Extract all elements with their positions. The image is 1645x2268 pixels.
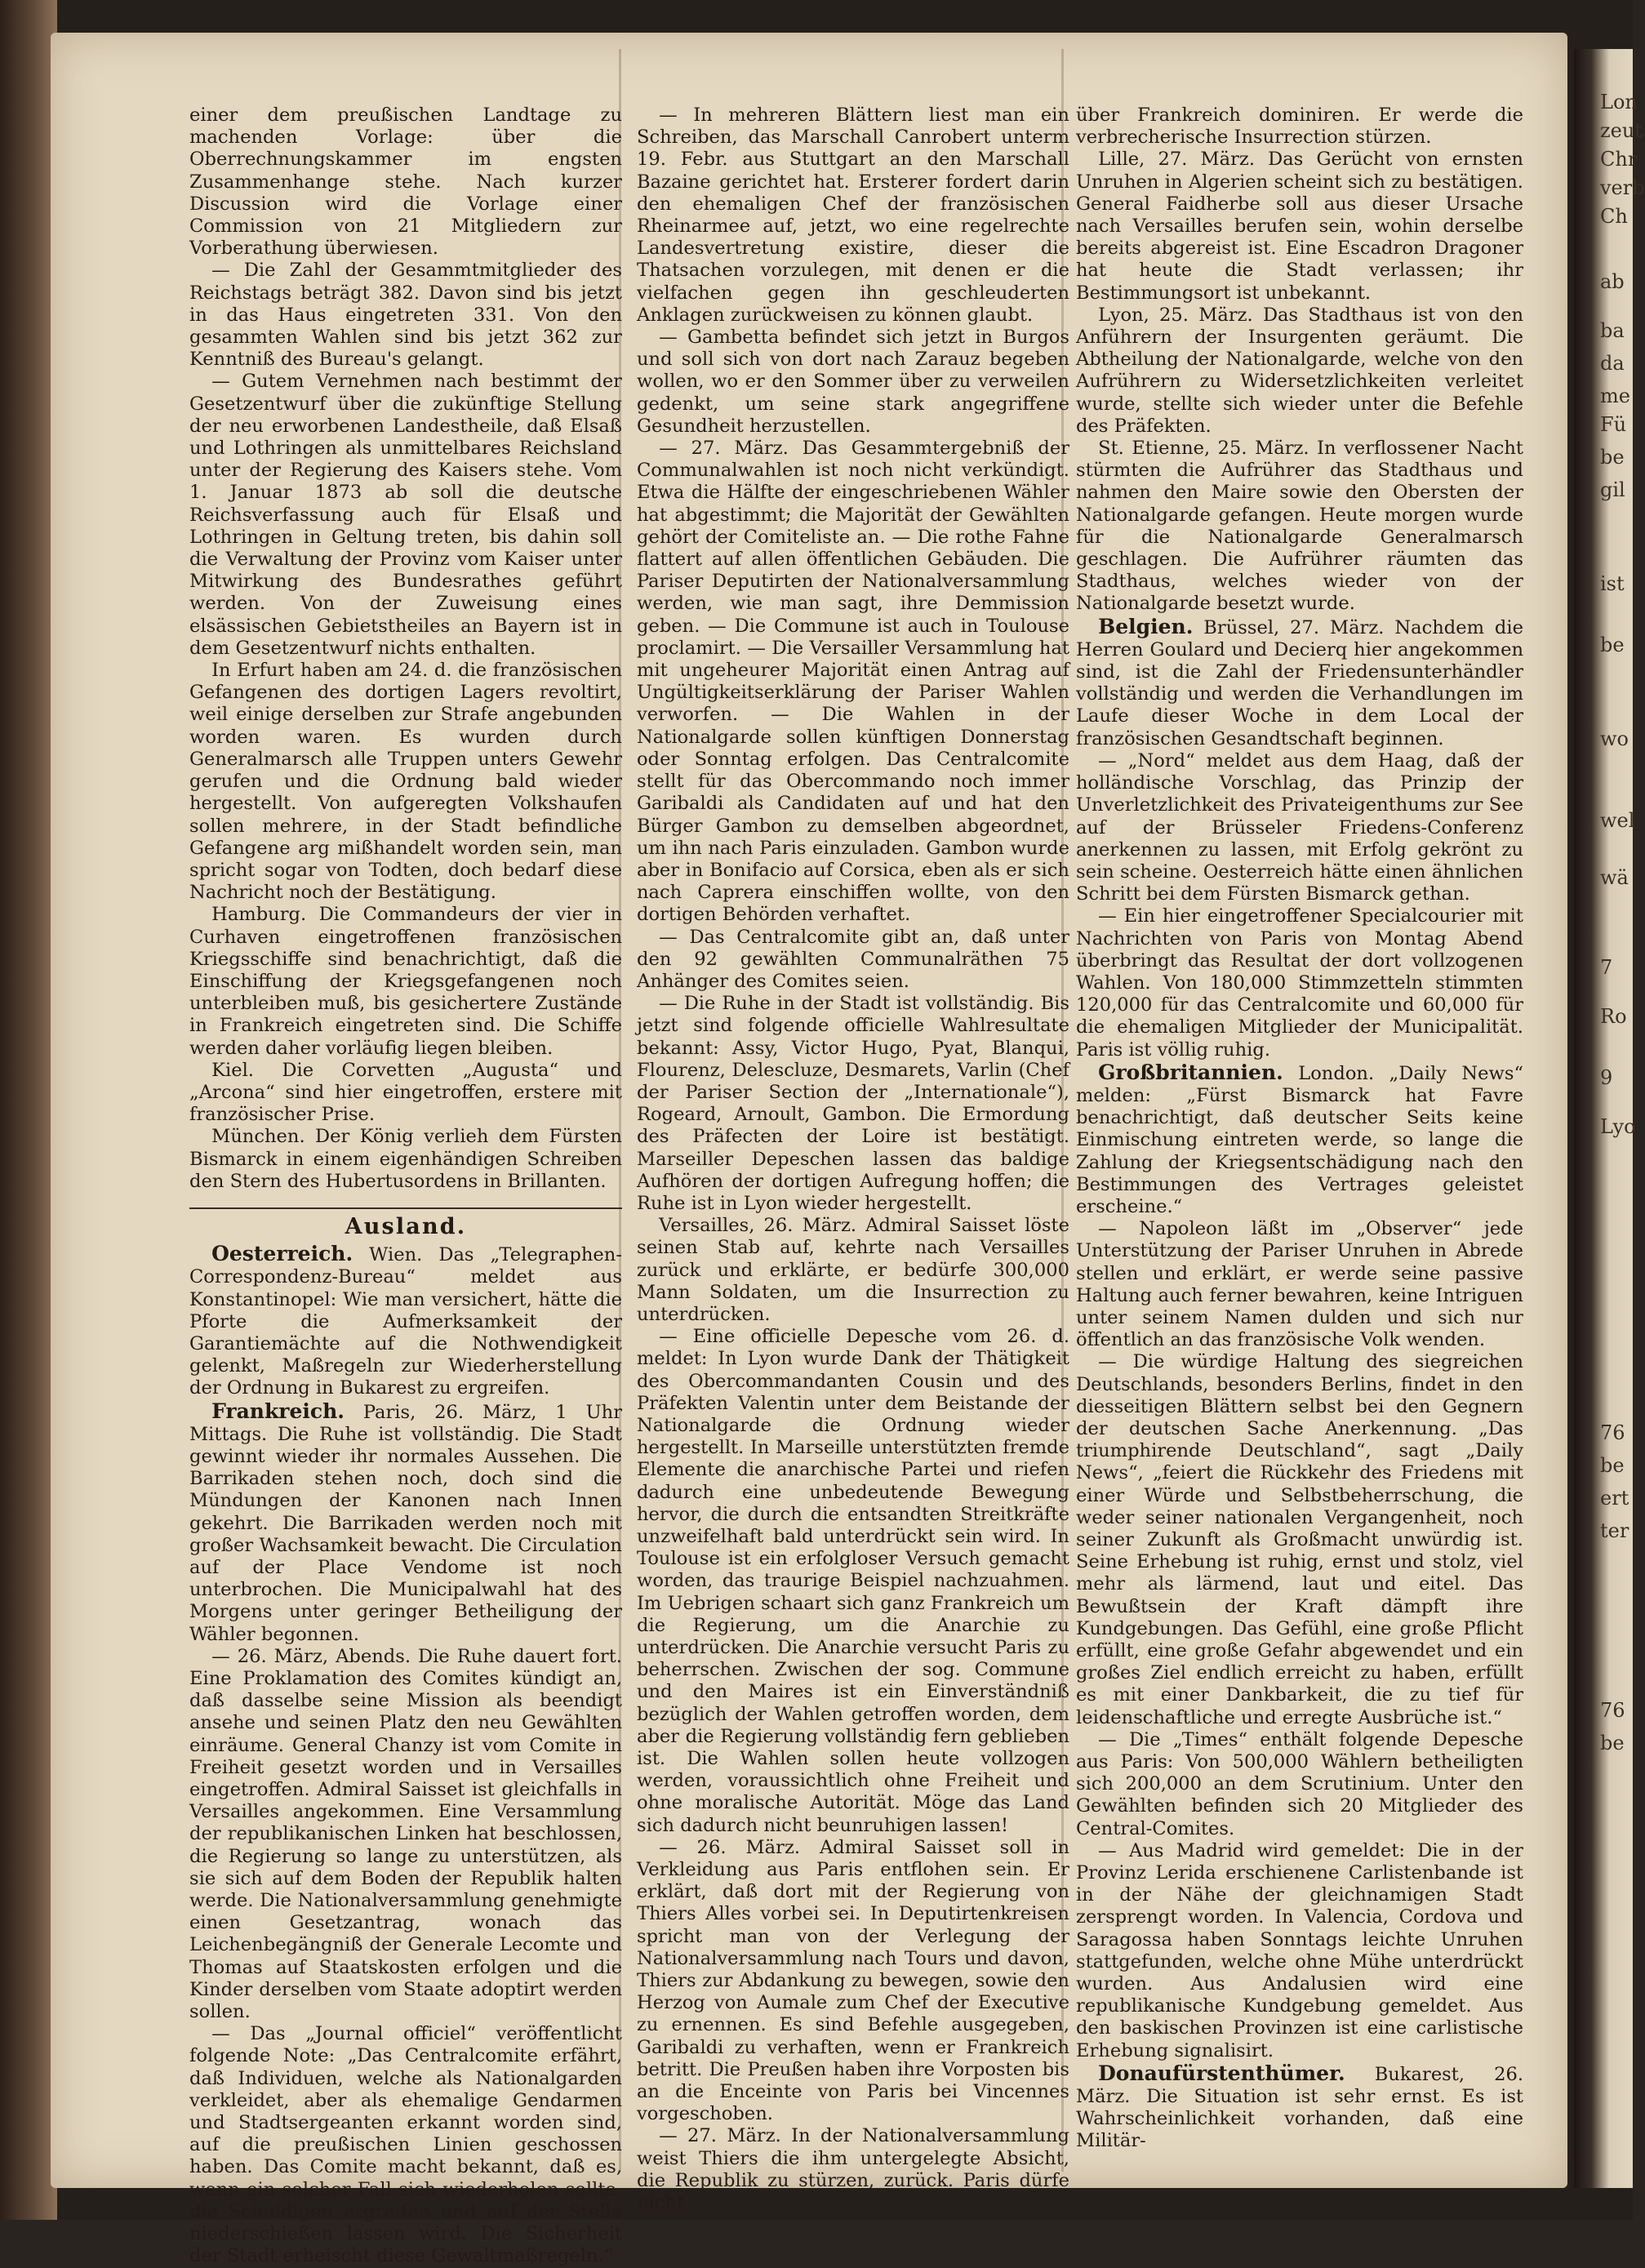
edge-fragment: gil (1600, 478, 1625, 501)
edge-fragment: Ro (1600, 1005, 1627, 1028)
edge-fragment: wel (1600, 809, 1635, 832)
column-3 (1076, 105, 1523, 2153)
next-page-edge (1574, 49, 1645, 2188)
edge-fragment: ist (1600, 572, 1625, 595)
paragraph-text: Wien. Das „Telegraphen-Correspondenz-Bureau“ meldet aus Konstantinopel: Wie man versichert, hätte die Pforte die Aufmerksamkeit der Garantiemächte auf die Nothwendigkeit gelenkt, Maßregeln zur Wiederherstellung der Ordnung in Bukarest zu ergreifen. (189, 1244, 622, 1399)
paragraph: — Das Centralcomite gibt an, daß unter den 92 gewählten Communalräthen 75 Anhänger des Comites seien. (637, 926, 1069, 992)
paragraph (1076, 616, 1523, 750)
paragraph: Kiel. Die Corvetten „Augusta“ und „Arcona“ sind hier eingetroffen, erstere mit französischer Prise. (189, 1059, 622, 1126)
edge-fragment: me (1600, 385, 1630, 407)
country-heading: Oesterreich. (211, 1242, 353, 1266)
book-spine (0, 0, 57, 2220)
edge-fragment: ert (1600, 1487, 1629, 1510)
column-2 (637, 105, 1069, 2214)
paragraph: über Frankreich dominiren. Er werde die verbrecherische Insurrection stürzen. (1076, 105, 1523, 149)
edge-fragment: Fü (1600, 413, 1627, 436)
edge-fragment: ab (1600, 270, 1625, 293)
paragraph: — Die „Times“ enthält folgende Depesche aus Paris: Von 500,000 Wählern betheiligten sich 200,000 an dem Scrutinium. Unter den Gewählten befinden sich 20 Mitglieder des Central-Comites. (1076, 1728, 1523, 1839)
edge-fragment: 76 (1600, 1699, 1625, 1722)
edge-fragment: ter (1600, 1519, 1629, 1542)
paragraph: — Gutem Vernehmen nach bestimmt der Gesetzentwurf über die zukünftige Stellung der neu erworbenen Landestheile, daß Elsaß und Lothringen als unmittelbares Reichsland unter der Regierung des Kaisers stehe. Vom 1. Januar 1873 ab soll die deutsche Reichsverfassung auch für Elsaß und Lothringen in Geltung treten, bis dahin soll die Verwaltung der Provinz vom Kaiser unter Mitwirkung des Bundesrathes geführt werden. Von der Zuweisung eines elsässischen Gebietstheiles an Bayern ist in dem Gesetzentwurf nichts enthalten. (189, 371, 622, 659)
country-heading: Belgien. (1098, 614, 1194, 638)
country-heading: Frankreich. (211, 1399, 345, 1423)
paragraph-text: London. „Daily News“ melden: „Fürst Bismarck hat Favre benachrichtigt, daß deutscher Seits keine Einmischung eintreten werde, so lange die Zahlung der Kriegsentschädigung nach den Bestimmungen des Vertrages geleistet erscheine.“ (1076, 1062, 1523, 1217)
paragraph: — 26. März. Admiral Saisset soll in Verkleidung aus Paris entflohen sein. Er erklärt, daß dort mit der Regierung von Thiers Alles vorbei sei. In Deputirtenkreisen spricht man von der Verlegung der Nationalversammlung nach Tours und davon, Thiers zur Abdankung zu bewegen, sowie den Herzog von Aumale zum Chef der Executive zu ernennen. Es sind Befehle ausgegeben, Garibaldi zu verhaften, wenn er Frankreich betritt. Die Preußen haben ihre Vorposten bis an die Enceinte von Paris bei Vincennes vorgeschoben. (637, 1836, 1069, 2125)
paragraph (189, 1243, 622, 1399)
paragraph (1076, 1061, 1523, 1218)
paragraph: — Ein hier eingetroffener Specialcourier mit Nachrichten von Paris von Montag Abend überbringt das Resultat der dort vollzogenen Wahlen. Von 180,000 Stimmzetteln stimmten 120,000 für das Centralcomite und 60,000 für die ehemaligen Mitglieder der Municipalität. Paris ist völlig ruhig. (1076, 905, 1523, 1061)
paragraph: — Die würdige Haltung des siegreichen Deutschlands, besonders Berlins, findet in den diesseitigen Blättern selbst bei den Gegnern der deutschen Sache Anerkennung. „Das triumphirende Deutschland“, sagt „Daily News“, „feiert die Rückkehr des Friedens mit einer Würde und Selbstbeherrschung, die weder seiner nationalen Vergangenheit, noch seiner Zukunft als Großmacht unwürdig ist. Seine Erhebung ist ruhig, ernst und stolz, viel mehr als lärmend, laut und eitel. Das Bewußtsein der Kraft dämpft ihre Kundgebungen. Das Gefühl, eine große Pflicht erfüllt, eine große Gefahr abgewendet und ein großes Ziel endlich erreicht zu haben, erfüllt es mit einer Dankbarkeit, die zu tief für leidenschaftliche und erregte Ausbrüche ist.“ (1076, 1351, 1523, 1728)
paragraph: Versailles, 26. März. Admiral Saisset löste seinen Stab auf, kehrte nach Versailles zurück und erklärte, er bedürfe 300,000 Mann Soldaten, um die Insurrection zu unterdrücken. (637, 1215, 1069, 1325)
paragraph: — Das „Journal officiel“ veröffentlicht folgende Note: „Das Centralcomite erfährt, daß Individuen, welche als Nationalgarden verkleidet, aber als ehemalige Gendarmen und Stadtsergeanten erkannt worden sind, auf die preußischen Linien geschossen haben. Das Comite macht bekannt, daß es, wenn ein solcher Fall sich wiederholen sollte, die Schuldigen ergreifen und auf der Stelle niederschießen lassen wird. Die Sicherheit der Stadt erheischt diese Gewaltmaßregeln.“ (189, 2023, 622, 2267)
edge-fragment: ba (1600, 319, 1625, 342)
paragraph: Lille, 27. März. Das Gerücht von ernsten Unruhen in Algerien scheint sich zu bestätigen. General Faidherbe soll aus dieser Ursache nach Versailles berufen sein, wohin derselbe bereits abgereist ist. Eine Escadron Dragoner hat heute die Stadt verlassen; ihr Bestimmungsort ist unbekannt. (1076, 149, 1523, 304)
edge-fragment: 9 (1600, 1066, 1613, 1089)
paragraph: — „Nord“ meldet aus dem Haag, daß der holländische Vorschlag, das Prinzip der Unverletzlichkeit des Privateigenthums zur See auf der Brüsseler Friedens-Conferenz anerkennen zu lassen, mit Erfolg gekrönt zu sein scheine. Oesterreich hätte einen ähnlichen Schritt bei dem Fürsten Bismarck gethan. (1076, 749, 1523, 905)
paragraph: — In mehreren Blättern liest man ein Schreiben, das Marschall Canrobert unterm 19. Febr. aus Stuttgart an den Marschall Bazaine gerichtet hat. Ersterer fordert darin den ehemaligen Chef der französischen Rheinarmee auf, jetzt, wo eine regelrechte Landesvertretung existire, dieser die Thatsachen vorzulegen, mit denen er die vielfachen gegen ihn geschleuderten Anklagen zurückweisen zu können glaubt. (637, 105, 1069, 326)
edge-fragment: Lyo (1600, 1115, 1636, 1138)
edge-fragment: verb (1600, 176, 1645, 199)
paragraph: — 26. März, Abends. Die Ruhe dauert fort. Eine Proklamation des Comites kündigt an, daß dasselbe seine Mission als beendigt ansehe und seinen Platz den neu Gewählten einräume. General Chanzy ist vom Comite in Freiheit gesetzt worden und in Versailles eingetroffen. Admiral Saisset ist gleichfalls in Versailles angekommen. Eine Versammlung der republikanischen Linken hat beschlossen, die Regierung so lange zu unterstützen, als sie sich auf dem Boden der Republik halten werde. Die Nationalversammlung genehmigte einen Gesetzantrag, wonach das Leichenbegängniß der Generale Lecomte und Thomas auf Staatskosten erfolgen und die Kinder derselben vom Staate adoptirt werden sollen. (189, 1645, 622, 2023)
section-heading: Ausland. (189, 1207, 622, 1238)
edge-fragment: Ch (1600, 205, 1628, 228)
paragraph: einer dem preußischen Landtage zu machenden Vorlage: über die Oberrechnungskammer im engsten Zusammenhange stehe. Nach kurzer Discussion wird die Vorlage einer Commission von 21 Mitgliedern zur Vorberathung überwiesen. (189, 105, 622, 260)
edge-fragment: be (1600, 1454, 1625, 1477)
paragraph: Lyon, 25. März. Das Stadthaus ist von den Anführern der Insurgenten geräumt. Die Abtheilung der Nationalgarde, welche von den Aufrührern zu Widersetzlichkeiten verleitet wurde, stellte sich wieder unter die Befehle des Präfekten. (1076, 304, 1523, 437)
edge-fragment: wä (1600, 866, 1629, 889)
paragraph: Hamburg. Die Commandeurs der vier in Curhaven eingetroffenen französischen Kriegsschiffe sind benachrichtigt, daß die Einschiffung der Kriegsgefangenen noch unterbleiben muß, bis gesichertere Zustände in Frankreich eingetreten sind. Die Schiffe werden daher vorläufig liegen bleiben. (189, 904, 622, 1059)
paragraph: St. Etienne, 25. März. In verflossener Nacht stürmten die Aufrührer das Stadthaus und nahmen den Maire sowie den Obersten der Nationalgarde gefangen. Heute morgen wurde für die Nationalgarde Generalmarsch geschlagen. Die Aufrührer räumten das Stadthaus, welches wieder von der Nationalgarde besetzt wurde. (1076, 438, 1523, 615)
paragraph (189, 1400, 622, 1646)
edge-fragment: 7 (1600, 956, 1613, 979)
paragraph-text: Paris, 26. März, 1 Uhr Mittags. Die Ruhe ist vollständig. Die Stadt gewinnt wieder ihr normales Aussehen. Die Barrikaden stehen noch, doch sind die Mündungen der Kanonen nach Innen gekehrt. Die Barrikaden werden noch mit großer Wachsamkeit bewacht. Die Circulation auf der Place Vendome ist noch unterbrochen. Die Municipalwahl hat des Morgens unter geringer Betheiligung der Wähler begonnen. (189, 1401, 622, 1645)
edge-fragment: da (1600, 352, 1625, 375)
edge-fragment: be (1600, 446, 1625, 469)
paragraph: — 27. März. In der Nationalversammlung weist Thiers die ihm untergelegte Absicht, die Republik zu stürzen, zurück. Paris dürfe nicht (637, 2125, 1069, 2214)
paragraph: München. Der König verlieh dem Fürsten Bismarck in einem eigenhändigen Schreiben den Stern des Hubertusordens in Brillanten. (189, 1126, 622, 1192)
paragraph: — Aus Madrid wird gemeldet: Die in der Provinz Lerida erschienene Carlistenbande ist in der Nähe der gleichnamigen Stadt zersprengt worden. In Valencia, Cordova und Saragossa haben Sonntags leichte Unruhen stattgefunden, welche ohne Mühe unterdrückt wurden. Aus Andalusien wird eine republikanische Kundgebung gemeldet. Aus den baskischen Provinzen ist eine carlistische Erhebung signalisirt. (1076, 1839, 1523, 2061)
paragraph: — 27. März. Das Gesammtergebniß der Communalwahlen ist noch nicht verkündigt. Etwa die Hälfte der eingeschriebenen Wähler hat abgestimmt; die Majorität der Gewählten gehört der Comiteliste an. — Die rothe Fahne flattert auf allen öffentlichen Gebäuden. Die Pariser Deputirten der Nationalversammlung werden, wie man sagt, ihre Demmission geben. — Die Commune ist auch in Toulouse proclamirt. — Die Versailler Versammlung hat mit ungeheurer Majorität einen Antrag auf Ungültigkeitserklärung der Pariser Wahlen verworfen. — Die Wahlen in der Nationalgarde sollen künftigen Donnerstag oder Sonntag erfolgen. Das Centralcomite stellt für das Obercommando noch immer Garibaldi als Candidaten auf und hat den Bürger Gambon zu demselben abgeordnet, um ihn nach Paris einzuladen. Gambon wurde aber in Bonifacio auf Corsica, eben als er sich nach Caprera einschiffen wollte, von den dortigen Behörden verhaftet. (637, 438, 1069, 926)
edge-fragment: 76 (1600, 1421, 1625, 1444)
edge-fragment: be (1600, 1732, 1625, 1754)
edge-fragment: Chr (1600, 148, 1638, 171)
paragraph-text: Bukarest, 26. März. Die Situation ist sehr ernst. Es ist Wahrscheinlichkeit vorhanden, daß eine Militär- (1076, 2063, 1523, 2152)
paragraph: — Die Ruhe in der Stadt ist vollständig. Bis jetzt sind folgende officielle Wahlresultate bekannt: Assy, Victor Hugo, Pyat, Blanqui, Flourenz, Delescluze, Desmarets, Varlin (Chef der Pariser Section der „Internationale“), Rogeard, Arnoult, Gambon. Die Ermordung des Präfecten der Loire ist bestätigt. Marseiller Depeschen lassen das baldige Aufhören der dortigen Aufregung hoffen; die Ruhe ist in Lyon wieder hergestellt. (637, 993, 1069, 1214)
paragraph: — Napoleon läßt im „Observer“ jede Unterstützung der Pariser Unruhen in Abrede stellen und erklärt, er werde seine passive Haltung auch ferner bewahren, keine Intriguen unter seinem Namen dulden und sich nur öffentlich an das französische Volk wenden. (1076, 1218, 1523, 1351)
paragraph: — Gambetta befindet sich jetzt in Burgos und soll sich von dort nach Zarauz begeben wollen, wo er den Sommer über zu verweilen gedenkt, um seine stark angegriffene Gesundheit herzustellen. (637, 327, 1069, 437)
edge-fragment: wo (1600, 727, 1629, 750)
paragraph: — Eine officielle Depesche vom 26. d. meldet: In Lyon wurde Dank der Thätigkeit des Obercommandanten Cousin und des Präfekten Valentin unter dem Beistande der Nationalgarde die Ordnung wieder hergestellt. In Marseille unterstützten fremde Elemente die anarchische Partei und riefen dadurch eine unbedeutende Bewegung hervor, die durch die entsandten Streitkräfte unzweifelhaft bald unterdrückt sein wird. In Toulouse ist ein erfolgloser Versuch gemacht worden, das traurige Beispiel nachzuahmen. Im Uebrigen schaart sich ganz Frankreich um die Regierung, um die Anarchie zu unterdrücken. Die Anarchie versucht Paris zu beherrschen. Zwischen der sog. Commune und den Maires ist ein Einverständniß bezüglich der Wahlen getroffen worden, dem aber die Regierung vollständig fern geblieben ist. Die Wahlen sollen heute vollzogen werden, voraussichtlich ohne Freiheit und ohne moralische Autorität. Möge das Land sich dadurch nicht beunruhigen lassen! (637, 1326, 1069, 1836)
edge-fragment: Lon (1600, 91, 1638, 113)
paragraph (1076, 2062, 1523, 2153)
edge-fragment: zeut (1600, 119, 1643, 142)
edge-fragment: be (1600, 634, 1625, 656)
paragraph: In Erfurt haben am 24. d. die französischen Gefangenen des dortigen Lagers revoltirt, weil einige derselben zur Strafe angebunden worden waren. Es wurden durch Generalmarsch alle Truppen unters Gewehr gerufen und die Ordnung bald wieder hergestellt. Von aufgeregten Volkshaufen sollen mehrere, in der Stadt befindliche Gefangene arg mißhandelt worden sein, man spricht sogar von Todten, doch bedarf diese Nachricht noch der Bestätigung. (189, 660, 622, 904)
paragraph: — Die Zahl der Gesammtmitglieder des Reichstags beträgt 382. Davon sind bis jetzt in das Haus eingetreten 331. Von den gesammten Wahlen sind bis jetzt 362 zur Kenntniß des Bureau's gelangt. (189, 260, 622, 371)
column-1 (189, 105, 622, 2268)
country-heading: Donaufürstenthümer. (1098, 2061, 1345, 2085)
country-heading: Großbritannien. (1098, 1060, 1283, 1084)
paragraph-text: Brüssel, 27. März. Nachdem die Herren Goulard und Decierq hier angekommen sind, ist die Zahl der Friedensunterhändler vollständig und werden die Verhandlungen im Laufe dieser Woche in dem Local der französischen Gesandtschaft beginnen. (1076, 616, 1523, 749)
